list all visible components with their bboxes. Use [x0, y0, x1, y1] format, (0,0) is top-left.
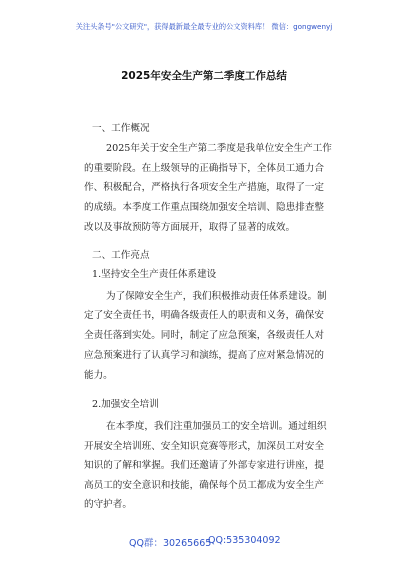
- paragraph-line: 为了保障安全生产，我们积极推动责任体系建设。制: [106, 291, 327, 302]
- header-banner: 关注头条号"公文研究"，获得最新最全最专业的公文资料库！ 微信：gongwenyj: [75, 22, 333, 31]
- paragraph-line: 高员工的安全意识和技能，确保每个员工都成为安全生产: [84, 480, 324, 491]
- footer-qq-contact: QQ:535304092: [208, 535, 281, 546]
- subsection-heading: 2.加强安全培训: [92, 399, 159, 410]
- paragraph-line: 改以及事故预防等方面展开，取得了显著的成效。: [84, 222, 296, 233]
- paragraph-line: 作、积极配合，严格执行各项安全生产措施，取得了一定: [84, 182, 324, 193]
- paragraph-line: 的重要阶段。在上级领导的正确指导下，全体员工通力合: [84, 163, 324, 174]
- paragraph-line: 开展安全培训班、安全知识竞赛等形式，加深员工对安全: [84, 441, 324, 452]
- footer-qq-group: QQ群：30265665: [129, 538, 212, 549]
- paragraph-line: 在本季度，我们注重加强员工的安全培训。通过组织: [106, 421, 327, 432]
- paragraph-line: 全责任落到实处。同时，制定了应急预案，各级责任人对: [84, 330, 324, 341]
- paragraph-line: 知识的了解和掌握。我们还邀请了外部专家进行讲座，提: [84, 460, 324, 471]
- paragraph-line: 的成绩。本季度工作重点围绕加强安全培训、隐患排查整: [84, 202, 324, 213]
- document-title: 2025年安全生产第二季度工作总结: [121, 70, 287, 82]
- paragraph-line: 的守护者。: [84, 499, 132, 510]
- section-heading: 二、工作亮点: [92, 250, 150, 261]
- section-heading: 一、工作概况: [92, 123, 150, 134]
- paragraph-line: 2025年关于安全生产第二季度是我单位安全生产工作: [106, 143, 332, 154]
- paragraph-line: 定了安全责任书，明确各级责任人的职责和义务，确保安: [84, 310, 324, 321]
- paragraph-line: 应急预案进行了认真学习和演练，提高了应对紧急情况的: [84, 350, 324, 361]
- subsection-heading: 1.坚持安全生产责任体系建设: [92, 269, 217, 280]
- paragraph-line: 能力。: [84, 370, 113, 381]
